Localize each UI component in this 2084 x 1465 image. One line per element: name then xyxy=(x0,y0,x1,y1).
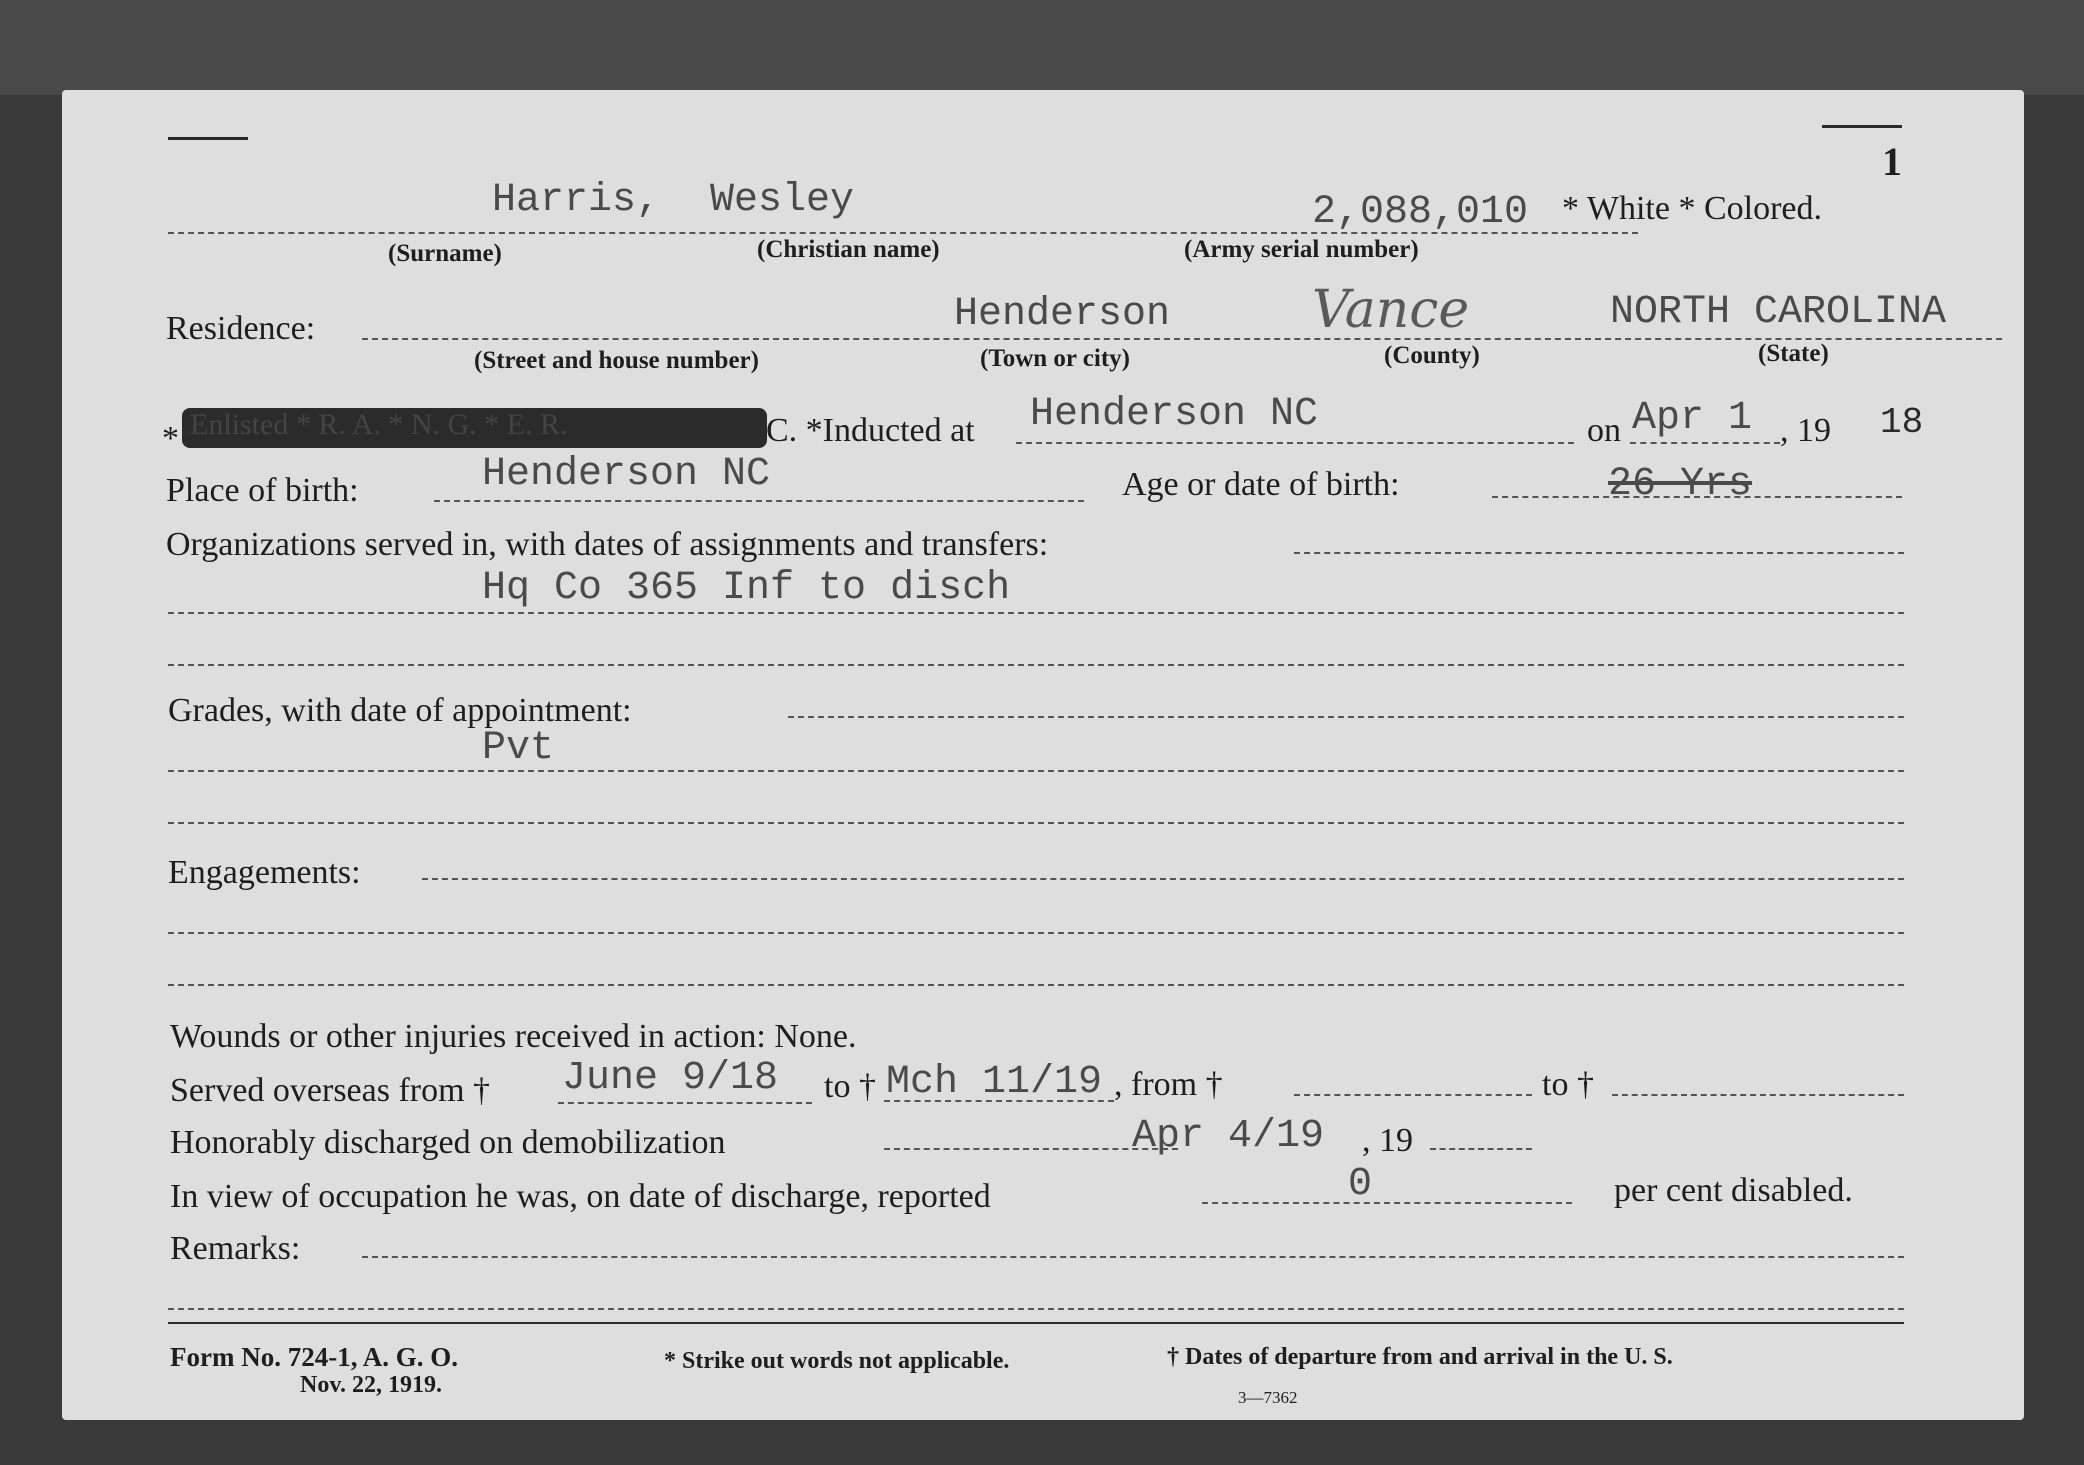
residence-town: Henderson xyxy=(954,292,1171,337)
discharge-year-prefix: , 19 xyxy=(1362,1122,1413,1159)
birthplace-line xyxy=(434,500,1084,502)
footer-rule xyxy=(168,1322,1904,1324)
disabled-line xyxy=(1202,1202,1572,1204)
residence-state: NORTH CAROLINA xyxy=(1610,290,1947,335)
age-line xyxy=(1492,496,1902,498)
residence-county: Vance xyxy=(1312,280,1470,340)
inducted-label: C. *Inducted at xyxy=(766,412,975,449)
street-caption: (Street and house number) xyxy=(474,347,759,374)
serial-number-value: 2,088,010 xyxy=(1312,190,1529,235)
surname-value: Harris, xyxy=(492,178,661,223)
birthplace-label: Place of birth: xyxy=(166,472,359,509)
form-number: Form No. 724-1, A. G. O. xyxy=(170,1342,458,1372)
serial-caption: (Army serial number) xyxy=(1184,236,1419,263)
overseas-from2-line xyxy=(1294,1094,1532,1096)
overseas-from2-label: , from † xyxy=(1114,1066,1223,1103)
overseas-from-date: June 9/18 xyxy=(562,1056,779,1101)
grades-line-2 xyxy=(168,770,1904,772)
overseas-to-line xyxy=(884,1100,1114,1102)
card-number: 1 xyxy=(1882,139,1902,184)
town-caption: (Town or city) xyxy=(980,345,1130,372)
disabled-value: 0 xyxy=(1348,1162,1373,1207)
inducted-line xyxy=(1016,442,1574,444)
discharge-date: Apr 4/19 xyxy=(1132,1114,1325,1159)
scanner-backdrop xyxy=(0,0,2084,95)
organizations-line-2 xyxy=(168,612,1904,614)
birthplace-value: Henderson NC xyxy=(482,452,771,497)
state-caption: (State) xyxy=(1758,340,1829,367)
grades-label: Grades, with date of appointment: xyxy=(168,692,632,729)
organization-value: Hq Co 365 Inf to disch xyxy=(482,566,1011,611)
asterisk-mark: * xyxy=(162,420,179,457)
grades-line-1 xyxy=(788,716,1904,718)
remarks-line-2 xyxy=(168,1308,1904,1310)
christian-caption: (Christian name) xyxy=(757,236,940,263)
engagements-line-2 xyxy=(168,932,1904,934)
christian-name-value: Wesley xyxy=(710,178,855,223)
on-label: on xyxy=(1587,412,1621,449)
overseas-to2-line xyxy=(1612,1094,1904,1096)
residence-label: Residence: xyxy=(166,310,316,347)
remarks-label: Remarks: xyxy=(170,1230,301,1267)
overseas-to-label: to † xyxy=(824,1068,876,1105)
discharge-line xyxy=(884,1148,1178,1150)
wounds-label: Wounds or other injuries received in action: None. xyxy=(170,1018,857,1055)
county-caption: (County) xyxy=(1384,342,1480,369)
redacted-enlistment-options: Enlisted * R. A. * N. G. * E. R. xyxy=(182,408,767,448)
induction-date-line xyxy=(1630,442,1780,444)
year-prefix: , 19 xyxy=(1780,412,1831,449)
discharge-year-line xyxy=(1430,1148,1532,1150)
age-value: 26 Yrs xyxy=(1608,462,1753,507)
discharge-label: Honorably discharged on demobilization xyxy=(170,1124,726,1161)
race-options: * White * Colored. xyxy=(1562,190,1822,227)
disabled-label: In view of occupation he was, on date of discharge, reported xyxy=(170,1178,991,1215)
service-record-card xyxy=(62,90,2024,1420)
age-label: Age or date of birth: xyxy=(1122,466,1400,503)
residence-line xyxy=(362,338,2002,340)
overseas-label: Served overseas from † xyxy=(170,1072,491,1109)
organizations-label: Organizations served in, with dates of assignments and transfers: xyxy=(166,526,1049,563)
top-right-rule xyxy=(1822,125,1902,128)
overseas-to2-label: to † xyxy=(1542,1066,1594,1103)
grade-value: Pvt xyxy=(482,726,555,771)
form-date: Nov. 22, 1919. xyxy=(300,1372,443,1398)
print-code: 3—7362 xyxy=(1238,1388,1298,1407)
name-line xyxy=(168,232,1638,234)
grades-line-3 xyxy=(168,822,1904,824)
footnote-dates: † Dates of departure from and arrival in the U. S. xyxy=(1167,1344,1673,1370)
overseas-to-date: Mch 11/19 xyxy=(886,1060,1103,1105)
induction-date: Apr 1 xyxy=(1632,396,1753,441)
disabled-suffix: per cent disabled. xyxy=(1614,1172,1853,1209)
surname-caption: (Surname) xyxy=(388,240,502,267)
organizations-line-1 xyxy=(1294,552,1904,554)
engagements-line-1 xyxy=(422,878,1904,880)
overseas-from-line xyxy=(558,1102,812,1104)
engagements-label: Engagements: xyxy=(168,854,361,891)
remarks-line-1 xyxy=(362,1256,1904,1258)
footnote-strike: * Strike out words not applicable. xyxy=(664,1348,1010,1374)
top-left-rule xyxy=(168,137,248,140)
engagements-line-3 xyxy=(168,984,1904,986)
inducted-place: Henderson NC xyxy=(1030,392,1319,437)
year-suffix: 18 xyxy=(1880,402,1924,443)
organizations-line-3 xyxy=(168,664,1904,666)
